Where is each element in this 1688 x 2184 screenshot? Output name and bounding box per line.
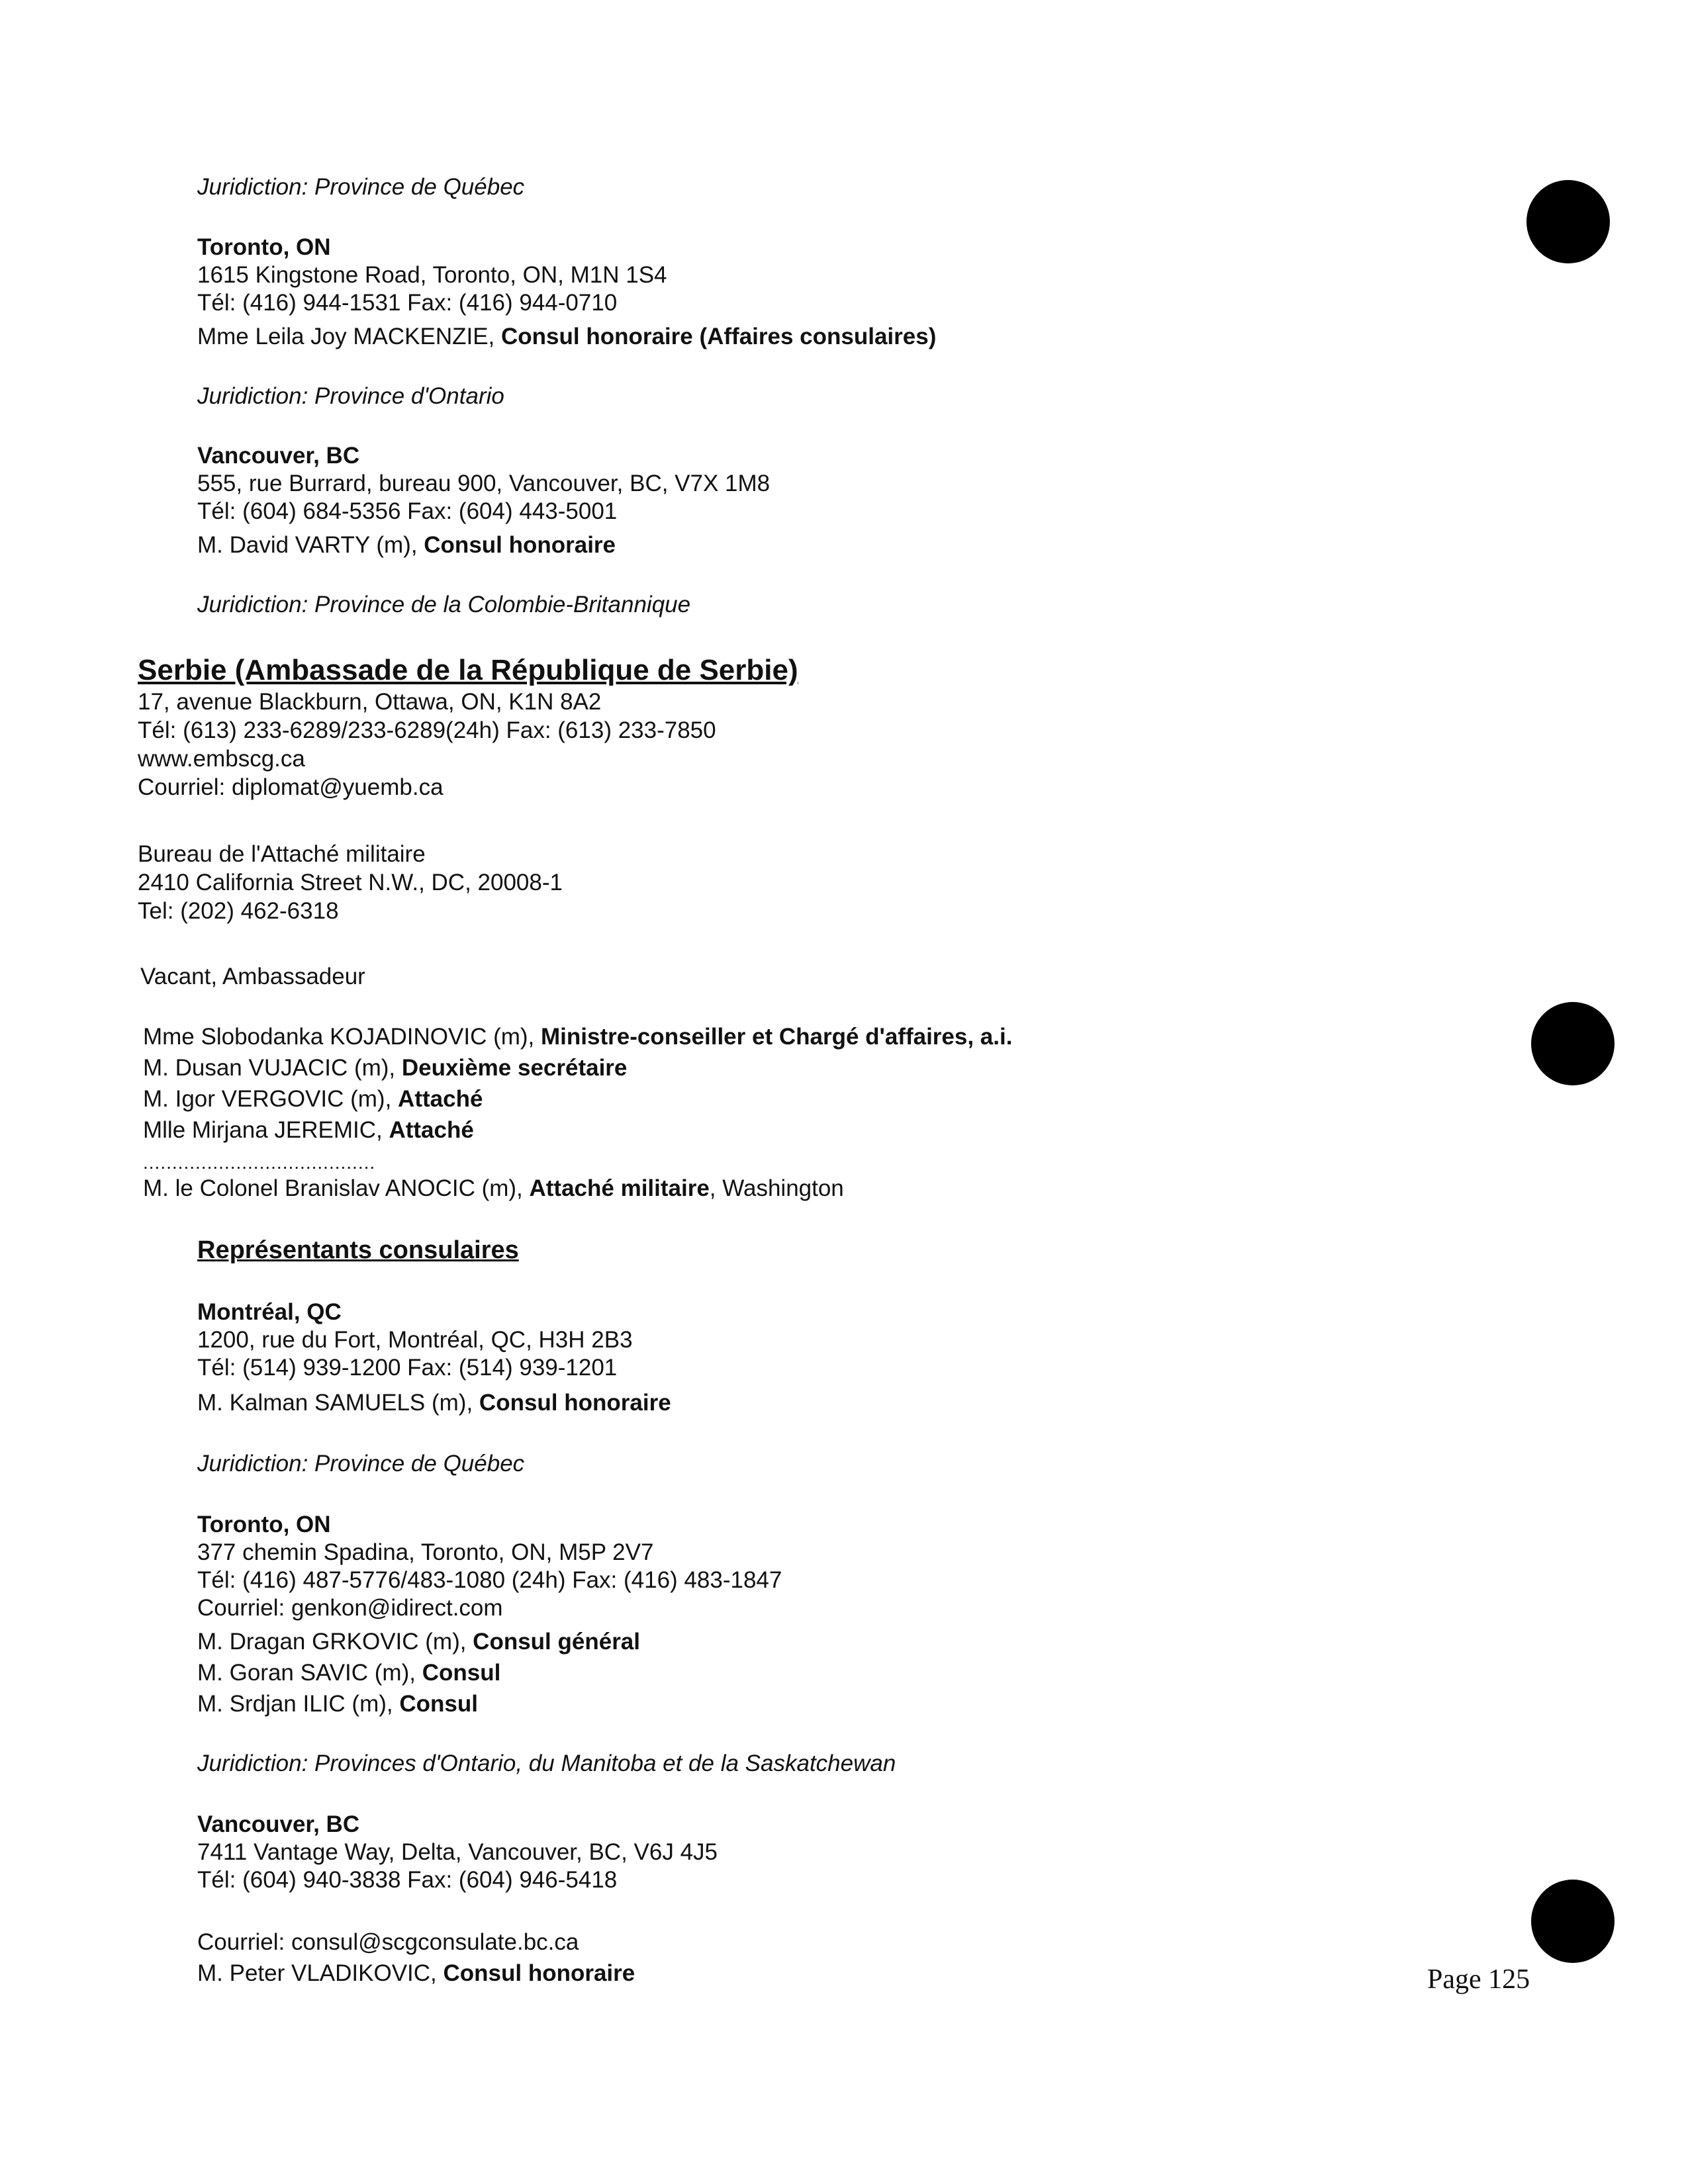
jurisdiction-text: Juridiction: Province de Québec bbox=[197, 1451, 525, 1477]
staff-line bbox=[143, 1054, 627, 1082]
ambassador-line: Vacant, Ambassadeur bbox=[140, 964, 365, 989]
phone-fax-line: Tél: (514) 939-1200 Fax: (514) 939-1201 bbox=[197, 1355, 618, 1381]
military-office-address: 2410 California Street N.W., DC, 20008-1 bbox=[138, 870, 563, 895]
military-office-phone: Tel: (202) 462-6318 bbox=[138, 898, 339, 924]
phone-fax-line: Tél: (604) 684-5356 Fax: (604) 443-5001 bbox=[197, 498, 618, 524]
punch-hole-middle bbox=[1531, 1002, 1615, 1085]
staff-line bbox=[143, 1116, 474, 1144]
person-line bbox=[197, 1389, 671, 1417]
person-title: Consul général bbox=[473, 1629, 640, 1655]
address-line: 7411 Vantage Way, Delta, Vancouver, BC, V6J 4J5 bbox=[197, 1839, 718, 1865]
jurisdiction-text: Juridiction: Province de la Colombie-Britannique bbox=[197, 592, 691, 617]
page-number: Page 125 bbox=[1427, 1964, 1530, 1995]
person-name: M. Dusan VUJACIC (m), bbox=[143, 1055, 402, 1081]
person-name: M. Kalman SAMUELS (m), bbox=[197, 1390, 479, 1416]
address-line: 17, avenue Blackburn, Ottawa, ON, K1N 8A2 bbox=[138, 689, 602, 715]
phone-fax-line: Tél: (613) 233-6289/233-6289(24h) Fax: (613) 233-7850 bbox=[138, 717, 716, 743]
dotted-separator: ........................................ bbox=[143, 1152, 376, 1173]
person-line bbox=[197, 1628, 640, 1656]
email-text: Courriel: diplomat@yuemb.ca bbox=[138, 774, 444, 800]
person-title: Consul bbox=[422, 1660, 501, 1686]
person-title: Consul honoraire bbox=[424, 532, 616, 558]
phone-fax-line: Tél: (604) 940-3838 Fax: (604) 946-5418 bbox=[197, 1867, 618, 1893]
person-line bbox=[197, 531, 616, 559]
email-text: Courriel: consul@scgconsulate.bc.ca bbox=[197, 1929, 579, 1955]
person-title: Ministre-conseiller et Chargé d'affaires, a.i. bbox=[541, 1024, 1013, 1050]
city-heading: Toronto, ON bbox=[197, 234, 331, 260]
city-heading: Montréal, QC bbox=[197, 1299, 342, 1325]
city-heading: Toronto, ON bbox=[197, 1512, 331, 1537]
person-name: M. Peter VLADIKOVIC, bbox=[197, 1960, 444, 1986]
person-title: Consul bbox=[399, 1691, 478, 1717]
jurisdiction-text: Juridiction: Province d'Ontario bbox=[197, 383, 504, 409]
jurisdiction-text: Juridiction: Provinces d'Ontario, du Manitoba et de la Saskatchewan bbox=[197, 1751, 896, 1776]
person-title: Attaché militaire bbox=[529, 1175, 710, 1201]
person-title: Attaché bbox=[389, 1117, 474, 1143]
person-name: M. Goran SAVIC (m), bbox=[197, 1660, 422, 1686]
staff-line bbox=[143, 1175, 844, 1203]
person-line bbox=[197, 1659, 500, 1687]
city-heading: Vancouver, BC bbox=[197, 443, 360, 469]
person-line bbox=[197, 323, 936, 351]
person-title: Consul honoraire bbox=[443, 1960, 635, 1986]
punch-hole-top bbox=[1526, 180, 1610, 263]
person-name: M. le Colonel Branislav ANOCIC (m), bbox=[143, 1175, 530, 1201]
punch-hole-bottom bbox=[1531, 1880, 1615, 1963]
country-heading: Serbie (Ambassade de la République de Serbie) bbox=[138, 654, 798, 686]
person-title: Consul honoraire (Affaires consulaires) bbox=[501, 324, 937, 349]
consular-representatives-heading: Représentants consulaires bbox=[197, 1236, 519, 1264]
person-suffix: , Washington bbox=[709, 1175, 844, 1201]
city-heading: Vancouver, BC bbox=[197, 1811, 360, 1837]
person-name: M. Srdjan ILIC (m), bbox=[197, 1691, 400, 1717]
address-line: 377 chemin Spadina, Toronto, ON, M5P 2V7 bbox=[197, 1539, 654, 1565]
person-name: Mlle Mirjana JEREMIC, bbox=[143, 1117, 389, 1143]
person-name: M. Igor VERGOVIC (m), bbox=[143, 1086, 399, 1112]
military-office-name: Bureau de l'Attaché militaire bbox=[138, 841, 426, 867]
address-line: 1615 Kingstone Road, Toronto, ON, M1N 1S4 bbox=[197, 262, 667, 288]
person-title: Consul honoraire bbox=[479, 1390, 671, 1416]
person-name: Mme Leila Joy MACKENZIE, bbox=[197, 324, 501, 349]
staff-line bbox=[143, 1023, 1012, 1051]
phone-fax-line: Tél: (416) 944-1531 Fax: (416) 944-0710 bbox=[197, 290, 618, 316]
person-title: Deuxième secrétaire bbox=[401, 1055, 628, 1081]
person-line bbox=[197, 1690, 478, 1718]
person-line bbox=[197, 1960, 635, 1987]
phone-fax-line: Tél: (416) 487-5776/483-1080 (24h) Fax: (416) 483-1847 bbox=[197, 1567, 782, 1593]
jurisdiction-text: Juridiction: Province de Québec bbox=[197, 174, 525, 200]
person-name: M. David VARTY (m), bbox=[197, 532, 424, 558]
website-text: www.embscg.ca bbox=[138, 746, 305, 772]
person-name: M. Dragan GRKOVIC (m), bbox=[197, 1629, 473, 1655]
person-title: Attaché bbox=[398, 1086, 483, 1112]
staff-line bbox=[143, 1085, 483, 1113]
address-line: 1200, rue du Fort, Montréal, QC, H3H 2B3 bbox=[197, 1327, 633, 1353]
person-name: Mme Slobodanka KOJADINOVIC (m), bbox=[143, 1024, 541, 1050]
address-line: 555, rue Burrard, bureau 900, Vancouver, BC, V7X 1M8 bbox=[197, 471, 771, 496]
email-text: Courriel: genkon@idirect.com bbox=[197, 1595, 503, 1621]
